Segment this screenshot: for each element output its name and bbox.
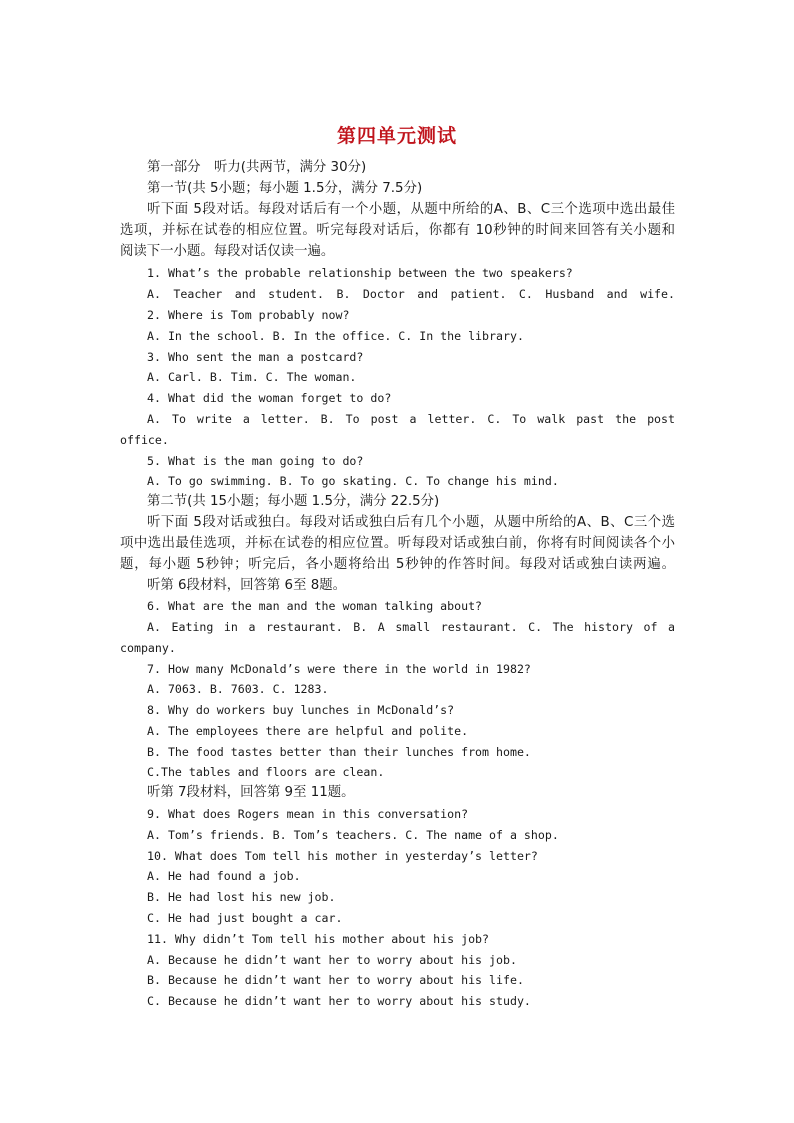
question-text: 10. What does Tom tell his mother in yesterday’s letter? [147, 849, 538, 863]
question-text: 7. How many McDonald’s were there in the world in 1982? [147, 662, 531, 676]
page-title: 第四单元测试 [336, 125, 457, 147]
answer-options: A. Eating in a restaurant. B. A small restaurant. C. The history of a [147, 620, 675, 634]
question-text: 11. Why didn’t Tom tell his mother about his job? [147, 932, 490, 946]
answer-option: C. Because he didn’t want her to worry about his study. [147, 994, 531, 1008]
question-text: 5. What is the man going to do? [147, 454, 364, 468]
instruction-text: 项中选出最佳选项，并标在试卷的相应位置。听每段对话或独白前，你将有时间阅读各个小 [120, 536, 675, 551]
question-text: 1. What’s the probable relationship between the two speakers? [147, 266, 573, 280]
answer-option: B. Because he didn’t want her to worry about his life. [147, 973, 524, 987]
answer-option: B. He had lost his new job. [147, 890, 336, 904]
part-heading: 第一部分 听力(共两节，满分 30分) [147, 160, 367, 175]
answer-options: A. Teacher and student. B. Doctor and patient. C. Husband and wife. [147, 287, 675, 301]
instruction-text: 阅读下一小题。每段对话仅读一遍。 [120, 244, 335, 259]
question-text: 4. What did the woman forget to do? [147, 391, 392, 405]
instruction-text: 题，每小题 5秒钟；听完后，各小题将给出 5秒钟的作答时间。每段对话或独白读两遍。 [120, 557, 675, 572]
instruction-text: 选项，并标在试卷的相应位置。听完每段对话后，你都有 10秒钟的时间来回答有关小题和 [120, 223, 675, 238]
instruction-text: 听下面 5段对话。每段对话后有一个小题，从题中所给的A、B、C三个选项中选出最佳 [147, 202, 675, 217]
question-text: 9. What does Rogers mean in this conversation? [147, 807, 469, 821]
answer-options: A. To go swimming. B. To go skating. C. To change his mind. [147, 474, 559, 488]
answer-option: C.The tables and floors are clean. [147, 765, 385, 779]
answer-options-continued: company. [120, 641, 176, 655]
answer-option: A. He had found a job. [147, 869, 301, 883]
answer-options: A. In the school. B. In the office. C. In the library. [147, 329, 524, 343]
question-text: 8. Why do workers buy lunches in McDonald’s? [147, 703, 455, 717]
answer-options: A. Tom’s friends. B. Tom’s teachers. C. The name of a shop. [147, 828, 559, 842]
section-heading: 第一节(共 5小题；每小题 1.5分，满分 7.5分) [147, 181, 423, 196]
answer-option: B. The food tastes better than their lunches from home. [147, 745, 531, 759]
material-heading: 听第 6段材料，回答第 6至 8题。 [147, 578, 347, 593]
answer-option: A. Because he didn’t want her to worry about his job. [147, 953, 517, 967]
answer-option: C. He had just bought a car. [147, 911, 343, 925]
section-heading: 第二节(共 15小题；每小题 1.5分，满分 22.5分) [147, 494, 440, 509]
answer-options: A. Carl. B. Tim. C. The woman. [147, 370, 357, 384]
question-text: 3. Who sent the man a postcard? [147, 350, 364, 364]
question-text: 2. Where is Tom probably now? [147, 308, 350, 322]
answer-options: A. 7063. B. 7603. C. 1283. [147, 682, 329, 696]
answer-option: A. The employees there are helpful and polite. [147, 724, 469, 738]
instruction-text: 听下面 5段对话或独白。每段对话或独白后有几个小题，从题中所给的A、B、C三个选 [147, 515, 675, 530]
question-text: 6. What are the man and the woman talking about? [147, 599, 483, 613]
answer-options: A. To write a letter. B. To post a letter. C. To walk past the post [147, 412, 675, 426]
material-heading: 听第 7段材料，回答第 9至 11题。 [147, 785, 355, 800]
answer-options-continued: office. [120, 433, 169, 447]
